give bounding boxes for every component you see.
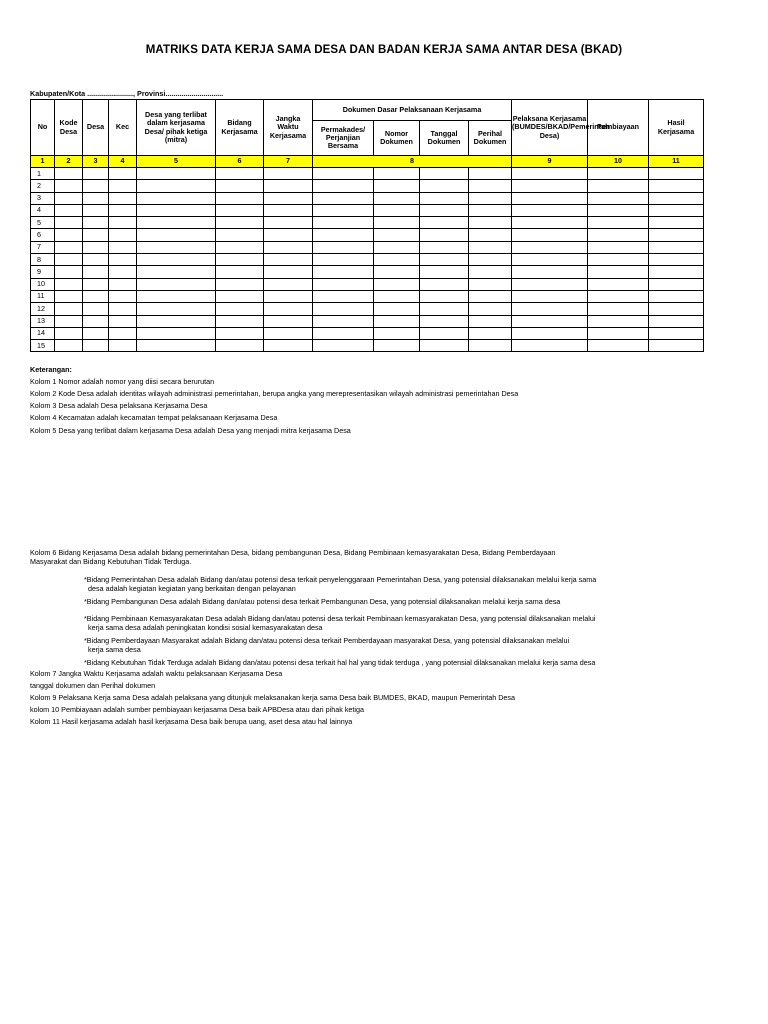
table-cell: [649, 254, 704, 266]
table-row: [31, 290, 704, 302]
bullet-line: kerja sama desa: [88, 644, 141, 654]
table-cell: [374, 192, 420, 204]
table-cell: [420, 266, 469, 278]
table-cell: [55, 290, 83, 302]
table-cell: [137, 217, 216, 229]
row-number: 3: [31, 192, 55, 204]
table-cell: [264, 192, 313, 204]
table-cell: [313, 180, 374, 192]
table-cell: [109, 290, 137, 302]
table-row: [31, 254, 704, 266]
table-cell: [83, 340, 109, 352]
bullet-item: [84, 659, 684, 668]
table-cell: [83, 241, 109, 253]
table-cell: [83, 229, 109, 241]
table-cell: [420, 229, 469, 241]
header-kec: Kec: [109, 100, 137, 156]
bullet-item: [84, 576, 684, 593]
table-cell: [512, 204, 588, 216]
column-number-row: [31, 156, 704, 168]
row-number: 5: [31, 217, 55, 229]
keterangan-heading: Keterangan:: [30, 365, 72, 374]
table-cell: [264, 278, 313, 290]
table-cell: [55, 192, 83, 204]
table-cell: [469, 241, 512, 253]
table-cell: [374, 340, 420, 352]
table-cell: [137, 303, 216, 315]
table-cell: [469, 327, 512, 339]
bullet-line: *Bidang Pemberdayaan Masyarakat adalah Bidang dan/atau potensi desa terkait Pemberdayaan masyarakat Desa, yang potensial dilaksanakan melalui: [84, 636, 570, 645]
table-cell: [216, 254, 264, 266]
table-cell: [264, 241, 313, 253]
table-cell: [420, 290, 469, 302]
table-cell: [216, 217, 264, 229]
column-number: 4: [109, 156, 137, 168]
table-cell: [83, 180, 109, 192]
table-cell: [469, 290, 512, 302]
note-line: Kolom 2 Kode Desa adalah identitas wilayah administrasi pemerintahan, berupa angka yang merepresentasikan wilayah administrasi pemerintahan Desa: [30, 388, 519, 398]
table-cell: [109, 340, 137, 352]
note-line: Kolom 7 Jangka Waktu Kerjasama adalah waktu pelaksanaan Kerjasama Desa: [30, 669, 283, 678]
column-number: 6: [216, 156, 264, 168]
table-cell: [109, 168, 137, 180]
table-cell: [588, 315, 649, 327]
row-number: 7: [31, 241, 55, 253]
table-cell: [374, 204, 420, 216]
header-desa: Desa: [83, 100, 109, 156]
table-cell: [588, 340, 649, 352]
table-row: [31, 303, 704, 315]
table-cell: [83, 254, 109, 266]
note-line: Kolom 5 Desa yang terlibat dalam kerjasama Desa adalah Desa yang menjadi mitra kerjasama Desa: [30, 425, 351, 435]
header-no: No: [31, 100, 55, 156]
table-row: [31, 315, 704, 327]
table-cell: [264, 229, 313, 241]
table-cell: [216, 303, 264, 315]
table-cell: [55, 217, 83, 229]
table-cell: [137, 168, 216, 180]
table-cell: [264, 340, 313, 352]
table-cell: [420, 315, 469, 327]
row-number: 8: [31, 254, 55, 266]
table-cell: [264, 204, 313, 216]
table-cell: [109, 315, 137, 327]
table-row: [31, 278, 704, 290]
table-cell: [83, 168, 109, 180]
table-cell: [374, 254, 420, 266]
table-cell: [649, 340, 704, 352]
table-cell: [512, 266, 588, 278]
row-number: 10: [31, 278, 55, 290]
table-cell: [109, 266, 137, 278]
table-cell: [83, 290, 109, 302]
table-cell: [512, 241, 588, 253]
row-number: 12: [31, 303, 55, 315]
column-number: 8: [313, 156, 512, 168]
table-row: [31, 229, 704, 241]
table-cell: [420, 340, 469, 352]
bullet-item: [84, 598, 684, 607]
bullet-line: *Bidang Kebutuhan Tidak Terduga adalah Bidang dan/atau potensi desa terkait hal hal yang tidak terduga , yang potensial dilaksanakan melalui kerja sama desa: [84, 658, 596, 667]
table-cell: [216, 229, 264, 241]
table-cell: [649, 278, 704, 290]
table-cell: [512, 327, 588, 339]
table-cell: [649, 303, 704, 315]
bullet-line: desa adalah kegiatan kegiatan yang berkaitan dengan pelayanan: [88, 583, 296, 593]
table-row: [31, 204, 704, 216]
table-cell: [216, 266, 264, 278]
table-row: [31, 168, 704, 180]
table-row: [31, 192, 704, 204]
table-cell: [420, 303, 469, 315]
table-cell: [512, 168, 588, 180]
data-matrix-table: [30, 99, 704, 352]
table-cell: [55, 266, 83, 278]
table-cell: [512, 254, 588, 266]
header-desa-terlibat: Desa yang terlibat dalam kerjasama Desa/ pihak ketiga (mitra): [137, 100, 216, 156]
column-number: 9: [512, 156, 588, 168]
table-cell: [137, 204, 216, 216]
table-cell: [216, 340, 264, 352]
table-cell: [313, 327, 374, 339]
table-cell: [55, 327, 83, 339]
row-number: 15: [31, 340, 55, 352]
bullet-line: kerja sama desa adalah peningkatan kondisi sosial kemasyarakatan desa: [88, 622, 323, 632]
table-cell: [469, 340, 512, 352]
table-cell: [374, 168, 420, 180]
table-cell: [137, 290, 216, 302]
note-line: Kolom 4 Kecamatan adalah kecamatan tempat pelaksanaan Kerjasama Desa: [30, 413, 278, 423]
table-cell: [649, 315, 704, 327]
table-cell: [374, 241, 420, 253]
row-number: 4: [31, 204, 55, 216]
table-cell: [469, 192, 512, 204]
row-number: 1: [31, 168, 55, 180]
table-cell: [374, 180, 420, 192]
note-line: kolom 10 Pembiayaan adalah sumber pembiayaan kerjasama Desa baik APBDesa atau dari pihak ketiga: [30, 705, 365, 715]
table-cell: [137, 340, 216, 352]
bullet-line: *Bidang Pemerintahan Desa adalah Bidang dan/atau potensi desa terkait penyelenggaraan Pemerintahan Desa, yang potensial dilaksanakan melalui kerja sama: [84, 575, 597, 584]
table-cell: [374, 229, 420, 241]
table-cell: [588, 254, 649, 266]
table-body: [31, 168, 704, 352]
table-cell: [137, 315, 216, 327]
header-nomor-dokumen: Nomor Dokumen: [374, 121, 420, 156]
header-permakades: Permakades/ Perjanjian Bersama: [313, 121, 374, 156]
table-cell: [420, 192, 469, 204]
table-cell: [420, 327, 469, 339]
table-cell: [109, 229, 137, 241]
table-cell: [55, 340, 83, 352]
table-cell: [264, 327, 313, 339]
table-cell: [313, 192, 374, 204]
table-cell: [264, 315, 313, 327]
table-cell: [216, 278, 264, 290]
table-cell: [313, 168, 374, 180]
table-cell: [216, 204, 264, 216]
table-cell: [137, 278, 216, 290]
table-cell: [469, 217, 512, 229]
header-bidang: Bidang Kerjasama: [216, 100, 264, 156]
table-cell: [469, 303, 512, 315]
table-cell: [55, 315, 83, 327]
table-row: [31, 180, 704, 192]
table-cell: [216, 327, 264, 339]
table-cell: [512, 290, 588, 302]
table-cell: [588, 266, 649, 278]
table-cell: [109, 180, 137, 192]
table-cell: [469, 229, 512, 241]
table-cell: [512, 278, 588, 290]
table-cell: [216, 192, 264, 204]
table-cell: [588, 180, 649, 192]
document-title: MATRIKS DATA KERJA SAMA DESA DAN BADAN KERJA SAMA ANTAR DESA (BKAD): [145, 44, 623, 56]
table-cell: [313, 303, 374, 315]
table-cell: [649, 229, 704, 241]
table-cell: [313, 266, 374, 278]
table-cell: [420, 204, 469, 216]
column-number: 5: [137, 156, 216, 168]
table-row: [31, 241, 704, 253]
table-cell: [216, 290, 264, 302]
table-cell: [83, 217, 109, 229]
table-cell: [109, 204, 137, 216]
table-cell: [469, 204, 512, 216]
table-cell: [420, 217, 469, 229]
table-cell: [264, 266, 313, 278]
column-number: 2: [55, 156, 83, 168]
table-cell: [313, 290, 374, 302]
table-cell: [109, 217, 137, 229]
table-cell: [512, 217, 588, 229]
table-cell: [83, 204, 109, 216]
table-cell: [55, 254, 83, 266]
note-line: Kolom 11 Hasil kerjasama adalah hasil kerjasama Desa baik berupa uang, aset desa atau hal lainnya: [30, 717, 353, 727]
table-cell: [374, 278, 420, 290]
table-cell: [216, 241, 264, 253]
table-cell: [512, 340, 588, 352]
table-cell: [137, 327, 216, 339]
table-cell: [374, 303, 420, 315]
table-cell: [420, 254, 469, 266]
table-cell: [55, 204, 83, 216]
note-line: Kolom 9 Pelaksana Kerja sama Desa adalah pelaksana yang ditunjuk melaksanakan kerja sama Desa baik BUMDES, BKAD, maupun Pemerintah Desa: [30, 693, 516, 703]
table-cell: [469, 180, 512, 192]
table-cell: [588, 290, 649, 302]
note-line: Kolom 6 Bidang Kerjasama Desa adalah bidang pemerintahan Desa, bidang pembangunan Desa, Bidang Pembinaan kemasyarakatan Desa, Bidang Pemberdayaan: [30, 548, 556, 557]
table-cell: [313, 340, 374, 352]
kolom6-section: [30, 549, 740, 566]
table-cell: [649, 168, 704, 180]
table-cell: [588, 278, 649, 290]
table-cell: [313, 229, 374, 241]
table-cell: [264, 303, 313, 315]
table-cell: [55, 180, 83, 192]
row-number: 6: [31, 229, 55, 241]
table-cell: [109, 303, 137, 315]
row-number: 9: [31, 266, 55, 278]
table-cell: [55, 303, 83, 315]
bullet-line: *Bidang Pembinaan Kemasyarakatan Desa adalah Bidang dan/atau potensi desa terkait Pembinaan kemasyarakatan Desa, yang potensial dilaksanakan melalui: [84, 614, 596, 623]
table-cell: [512, 192, 588, 204]
table-cell: [137, 180, 216, 192]
column-number: 10: [588, 156, 649, 168]
table-cell: [420, 278, 469, 290]
table-cell: [588, 168, 649, 180]
table-cell: [137, 266, 216, 278]
table-cell: [374, 217, 420, 229]
table-cell: [313, 217, 374, 229]
table-cell: [420, 241, 469, 253]
table-row: [31, 266, 704, 278]
header-pembiayaan: Pembiayaan: [588, 100, 649, 156]
table-cell: [649, 266, 704, 278]
table-cell: [264, 254, 313, 266]
table-cell: [83, 266, 109, 278]
column-number: 3: [83, 156, 109, 168]
bullet-item: [84, 615, 684, 632]
keterangan-section: [30, 366, 740, 439]
header-dokumen-group: Dokumen Dasar Pelaksanaan Kerjasama: [313, 100, 512, 121]
table-cell: [512, 315, 588, 327]
kolom7-11-section: [30, 670, 740, 730]
table-cell: [649, 192, 704, 204]
bullet-item: [84, 637, 684, 654]
table-cell: [264, 217, 313, 229]
table-cell: [649, 241, 704, 253]
table-cell: [420, 168, 469, 180]
table-cell: [109, 327, 137, 339]
table-cell: [137, 192, 216, 204]
row-number: 2: [31, 180, 55, 192]
table-row: [31, 327, 704, 339]
table-cell: [588, 229, 649, 241]
table-cell: [588, 327, 649, 339]
table-row: [31, 217, 704, 229]
row-number: 13: [31, 315, 55, 327]
table-cell: [137, 229, 216, 241]
table-cell: [313, 315, 374, 327]
table-cell: [512, 303, 588, 315]
table-cell: [83, 303, 109, 315]
table-cell: [313, 278, 374, 290]
table-cell: [83, 278, 109, 290]
table-cell: [469, 254, 512, 266]
table-cell: [109, 241, 137, 253]
note-line: Kolom 3 Desa adalah Desa pelaksana Kerjasama Desa: [30, 401, 208, 411]
table-cell: [588, 217, 649, 229]
header-kode-desa: Kode Desa: [55, 100, 83, 156]
table-cell: [216, 168, 264, 180]
table-cell: [374, 266, 420, 278]
bullet-line: *Bidang Pembangunan Desa adalah Bidang dan/atau potensi desa terkait Pembangunan Desa, yang potensial dilaksanakan melalui kerja sama desa: [84, 597, 561, 606]
header-jangka-waktu: Jangka Waktu Kerjasama: [264, 100, 313, 156]
table-cell: [313, 241, 374, 253]
table-cell: [264, 168, 313, 180]
table-cell: [313, 254, 374, 266]
table-cell: [374, 327, 420, 339]
header-pelaksana: Pelaksana Kerjasama (BUMDES/BKAD/Pemerintah Desa): [512, 100, 588, 156]
header-tanggal-dokumen: Tanggal Dokumen: [420, 121, 469, 156]
table-row: [31, 340, 704, 352]
table-cell: [55, 229, 83, 241]
column-number: 1: [31, 156, 55, 168]
table-cell: [109, 254, 137, 266]
table-cell: [649, 180, 704, 192]
header-hasil: Hasil Kerjasama: [649, 100, 704, 156]
table-cell: [264, 180, 313, 192]
table-cell: [137, 254, 216, 266]
table-cell: [83, 315, 109, 327]
table-cell: [512, 229, 588, 241]
table-cell: [83, 192, 109, 204]
note-line: Masyarakat dan Bidang Kebutuhan Tidak Terduga.: [30, 556, 192, 566]
note-line: Kolom 1 Nomor adalah nomor yang diisi secara berurutan: [30, 376, 215, 386]
table-cell: [109, 192, 137, 204]
table-cell: [469, 266, 512, 278]
table-cell: [469, 315, 512, 327]
table-cell: [469, 168, 512, 180]
header-row-1: [31, 100, 704, 121]
table-cell: [216, 315, 264, 327]
table-cell: [649, 290, 704, 302]
table-cell: [374, 290, 420, 302]
table-cell: [588, 192, 649, 204]
table-cell: [512, 180, 588, 192]
table-cell: [420, 180, 469, 192]
column-number: 7: [264, 156, 313, 168]
table-cell: [588, 204, 649, 216]
table-cell: [83, 327, 109, 339]
table-cell: [374, 315, 420, 327]
table-cell: [55, 168, 83, 180]
table-cell: [649, 204, 704, 216]
table-cell: [55, 241, 83, 253]
column-number: 11: [649, 156, 704, 168]
row-number: 14: [31, 327, 55, 339]
table-cell: [109, 278, 137, 290]
table-cell: [588, 241, 649, 253]
table-cell: [55, 278, 83, 290]
table-cell: [649, 327, 704, 339]
header-perihal-dokumen: Perihal Dokumen: [469, 121, 512, 156]
table-cell: [313, 204, 374, 216]
table-cell: [264, 290, 313, 302]
table-cell: [469, 278, 512, 290]
table-cell: [216, 180, 264, 192]
table-cell: [649, 217, 704, 229]
table-cell: [137, 241, 216, 253]
table-cell: [588, 303, 649, 315]
note-line: tanggal dokumen dan Perihal dokumen: [30, 681, 156, 691]
row-number: 11: [31, 290, 55, 302]
kabupaten-provinsi-line: Kabupaten/Kota ......................., Provinsi.............................: [30, 89, 224, 98]
